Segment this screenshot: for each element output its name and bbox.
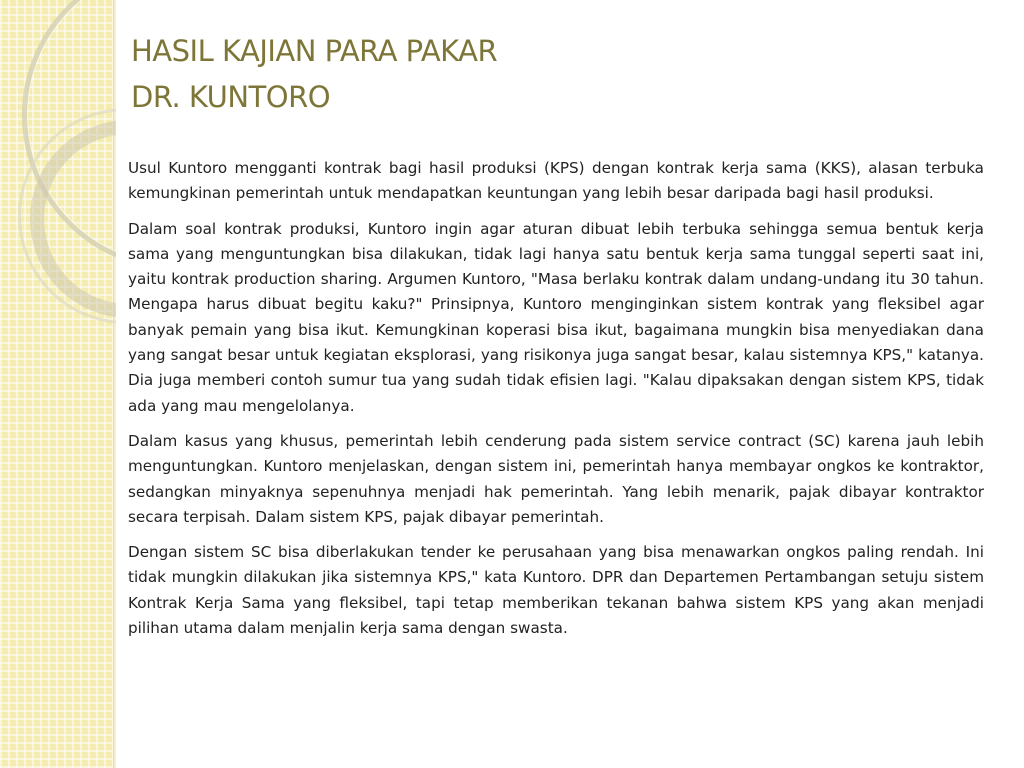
decorative-rings <box>0 0 116 768</box>
slide-title <box>131 28 497 120</box>
paragraph-4: Dengan sistem SC bisa diberlakukan tender ke perusahaan yang bisa menawarkan ongkos paling rendah. Ini tidak mungkin dilakukan jika sistemnya KPS," kata Kuntoro. DPR dan Departemen Pertambangan setuju sistem Kontrak Kerja Sama yang fleksibel, tapi tetap memberikan tekanan bahwa sistem KPS yang akan menjadi pilihan utama dalam menjalin kerja sama dengan swasta. <box>128 543 984 638</box>
slide-title-line-2: DR. KUNTORO <box>131 80 331 114</box>
paragraph-3: Dalam kasus yang khusus, pemerintah lebih cenderung pada sistem service contract (SC) karena jauh lebih menguntungkan. Kuntoro menjelaskan, dengan sistem ini, pemerintah hanya membayar ongkos ke kontraktor, sedangkan minyaknya sepenuhnya menjadi hak pemerintah. Yang lebih menarik, pajak dibayar kontraktor secara terpisah. Dalam sistem KPS, pajak dibayar pemerintah. <box>128 431 984 526</box>
paragraph-2: Dalam soal kontrak produksi, Kuntoro ingin agar aturan dibuat lebih terbuka sehingga semua bentuk kerja sama yang menguntungkan bisa dilakukan, tidak lagi hanya satu bentuk kerja sama tunggal seperti saat ini, yaitu kontrak production sharing. Argumen Kuntoro, "Masa berlaku kontrak dalam undang-undang itu 30 tahun. Mengapa harus dibuat begitu kaku?" Prinsipnya, Kuntoro menginginkan sistem kontrak yang fleksibel agar banyak pemain yang bisa ikut. Kemungkinan koperasi bisa ikut, bagaimana mungkin bisa menyediakan dana yang sangat besar untuk kegiatan eksplorasi, yang risikonya juga sangat besar, kalau sistemnya KPS," katanya. Dia juga memberi contoh sumur tua yang sudah tidak efisien lagi. "Kalau dipaksakan dengan sistem KPS, tidak ada yang mau mengelolanya. <box>128 219 984 415</box>
paragraph-1: Usul Kuntoro mengganti kontrak bagi hasil produksi (KPS) dengan kontrak kerja sama (KKS), alasan terbuka kemungkinan pemerintah untuk mendapatkan keuntungan yang lebih besar daripada bagi hasil produksi. <box>128 159 984 203</box>
slide-title-line-1: HASIL KAJIAN PARA PAKAR <box>131 34 498 68</box>
slide-body <box>128 156 984 651</box>
